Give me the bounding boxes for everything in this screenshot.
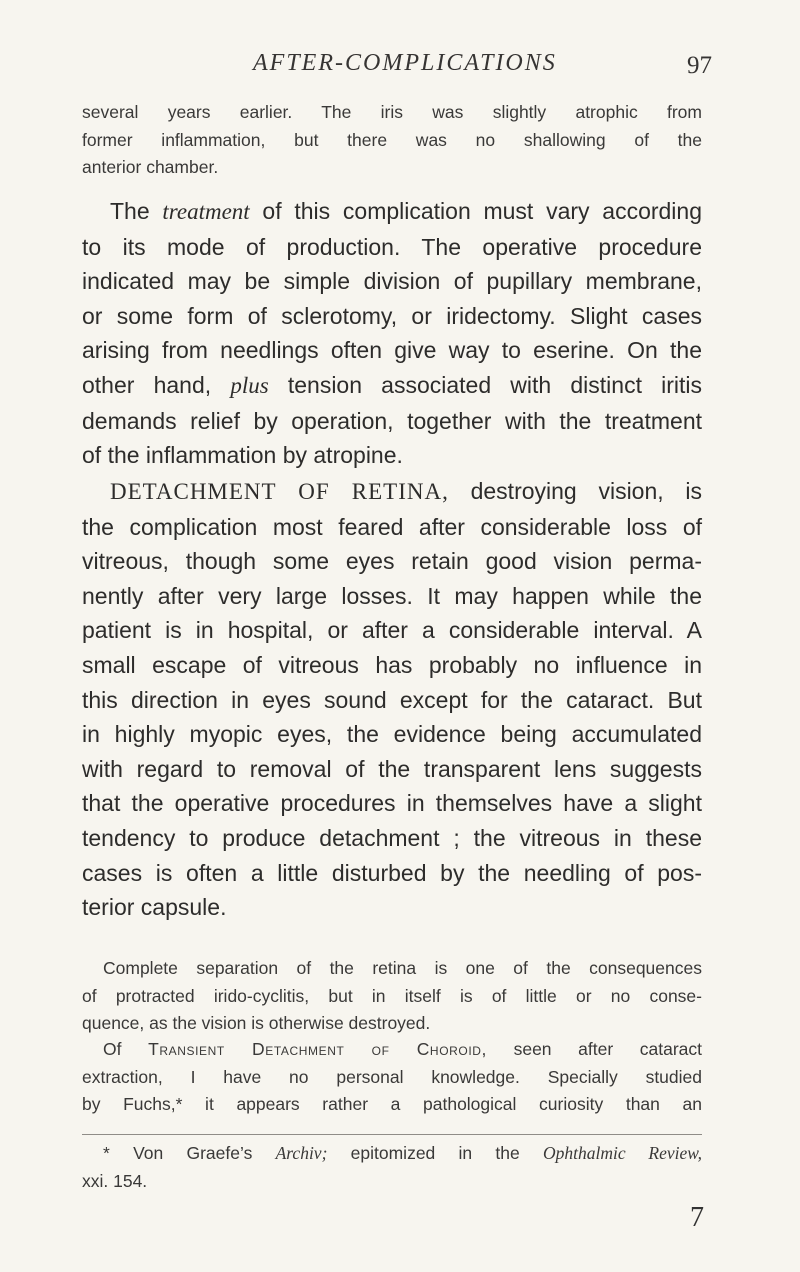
emphasis-review: Ophthalmic Review, <box>543 1143 703 1163</box>
text-line: Of Transient Detachment of Choroid, seen after cataract <box>103 1039 702 1059</box>
running-title: AFTER-COMPLICATIONS <box>253 50 557 76</box>
text-line: that the operative procedures in themselves have a slight <box>82 790 702 817</box>
emphasis-archiv: Archiv; <box>275 1143 328 1163</box>
paragraph-complete-separation <box>82 955 702 1038</box>
text-line: DETACHMENT OF RETINA, destroying vision, is <box>110 478 703 504</box>
page-header <box>0 48 800 88</box>
text-line: the complication most feared after considerable loss of <box>82 513 702 540</box>
signature-mark: 7 <box>690 1202 704 1233</box>
text-line: to its mode of production. The operative procedure <box>82 233 702 260</box>
text-line: cases is often a little disturbed by the needling of pos- <box>82 859 702 886</box>
text-line: The treatment of this complication must vary according <box>110 198 702 224</box>
text-line: indicated may be simple division of pupillary membrane, <box>82 268 702 295</box>
emphasis-plus: plus <box>230 372 269 398</box>
footnote-line: * Von Graefe’s Archiv; epitomized in the Ophthalmic Review, <box>103 1143 703 1163</box>
text-line: by Fuchs,* it appears rather a pathological curiosity than an <box>82 1094 702 1114</box>
footnote <box>82 1140 702 1195</box>
text-line: several years earlier. The iris was slightly atrophic from <box>82 102 702 122</box>
paragraph-detachment-retina <box>82 474 702 925</box>
text-line: of the inflammation by atropine. <box>82 442 403 469</box>
text-line: anterior chamber. <box>82 157 219 177</box>
text-line: former inflammation, but there was no shallowing of the <box>82 129 702 150</box>
footnote-divider <box>82 1134 702 1135</box>
text-line: tendency to produce detachment ; the vitreous in these <box>82 824 702 851</box>
paragraph-continuation <box>82 99 702 182</box>
section-heading: DETACHMENT OF RETINA, <box>110 479 449 504</box>
page-number: 97 <box>687 52 712 79</box>
paragraph-treatment <box>82 194 702 473</box>
text-line: patient is in hospital, or after a considerable interval. A <box>82 617 702 644</box>
text-line: Complete separation of the retina is one of the consequences <box>103 958 702 978</box>
text-line: other hand, plus tension associated with distinct iritis <box>82 371 703 398</box>
text-line: extraction, I have no personal knowledge. Specially studied <box>82 1066 702 1087</box>
paragraph-transient-detachment <box>82 1036 702 1119</box>
text-line: nently after very large losses. It may happen while the <box>82 582 702 609</box>
text-line: small escape of vitreous has probably no influence in <box>82 651 702 678</box>
text-line: vitreous, though some eyes retain good vision perma- <box>82 548 702 575</box>
text-line: of protracted irido-cyclitis, but in itself is of little or no conse- <box>82 985 702 1006</box>
section-heading-smallcaps: Transient Detachment of Choroid, <box>148 1039 487 1059</box>
text-line: demands relief by operation, together with the treatment <box>82 407 702 434</box>
text-line: terior capsule. <box>82 894 227 921</box>
footnote-line: xxi. 154. <box>82 1170 148 1191</box>
text-line: quence, as the vision is otherwise destroyed. <box>82 1013 431 1033</box>
text-line: with regard to removal of the transparent lens suggests <box>82 755 702 782</box>
emphasis-treatment: treatment <box>162 199 250 224</box>
text-line: this direction in eyes sound except for the cataract. But <box>82 686 702 713</box>
text-line: arising from needlings often give way to eserine. On the <box>82 337 702 364</box>
text-line: in highly myopic eyes, the evidence being accumulated <box>82 721 702 748</box>
text-line: or some form of sclerotomy, or iridectomy. Slight cases <box>82 302 702 329</box>
